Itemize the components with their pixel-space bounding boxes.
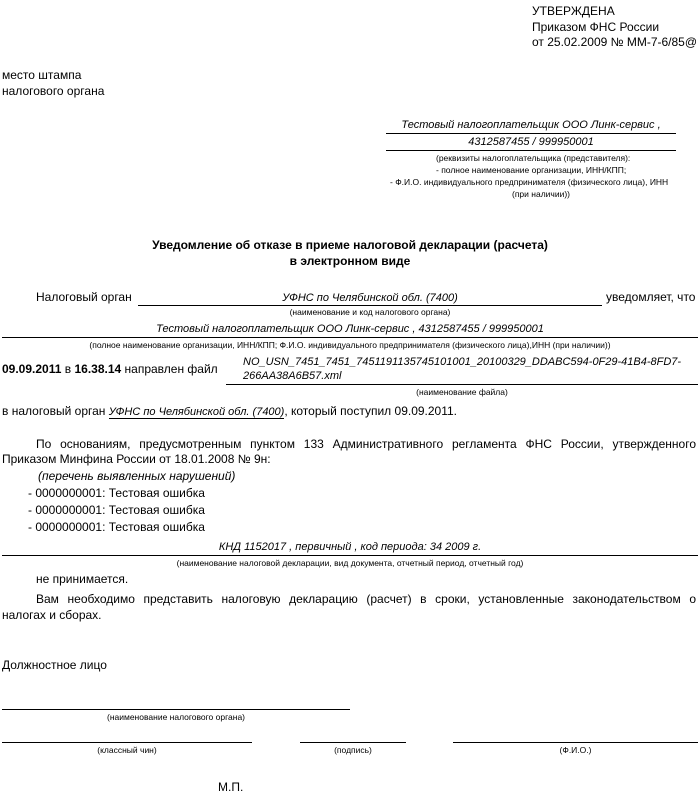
official-authority-hint: (наименование налогового органа) bbox=[106, 712, 245, 722]
authority-suffix: уведомляет, что bbox=[606, 290, 696, 304]
sent-text: направлен файл bbox=[124, 362, 218, 376]
organization-value: Тестовый налогоплательщик ООО Линк-сервис , 4312587455 / 999950001 bbox=[156, 323, 544, 335]
approval-line-3: от 25.02.2009 № ММ-7-6/85@ bbox=[532, 35, 698, 49]
document-title-line-2: в электронном виде bbox=[289, 254, 411, 268]
authority-value: УФНС по Челябинской обл. (7400) bbox=[282, 292, 458, 304]
organization-underline bbox=[2, 337, 698, 338]
file-name-line-2: 266AA38A6B57.xml bbox=[243, 370, 342, 382]
file-name-line-1: NO_USN_7451_7451_745119113574510100​1_20100329_DDABC594-0F29-41B4-8FD7- bbox=[243, 356, 682, 368]
not-accepted-text: не принимается. bbox=[36, 572, 129, 586]
taxpayer-name: Тестовый налогоплательщик ООО Линк-сервис , bbox=[401, 119, 661, 131]
received-suffix: , который поступил 09.09.2011. bbox=[284, 404, 458, 418]
official-authority-underline bbox=[2, 709, 350, 710]
instruction-line-1: Вам необходимо представить налоговую декларацию (расчет) в сроки, установленные законодательством о bbox=[36, 592, 696, 606]
authority-label: Налоговый орган bbox=[36, 290, 132, 304]
full-name-underline bbox=[453, 742, 698, 743]
stamp-line-2: налогового органа bbox=[2, 84, 105, 98]
file-name-hint: (наименование файла) bbox=[416, 387, 508, 397]
violation-item: - 0000000001: Тестовая ошибка bbox=[28, 520, 205, 534]
instruction-line-2: налогах и сборах. bbox=[2, 608, 102, 622]
signature-hint: (подпись) bbox=[334, 745, 372, 755]
taxpayer-hint-2: - полное наименование организации, ИНН/КПП; bbox=[436, 165, 627, 175]
file-name-underline bbox=[226, 384, 698, 385]
violation-item: - 0000000001: Тестовая ошибка bbox=[28, 503, 205, 517]
received-line bbox=[2, 404, 457, 418]
taxpayer-name-underline bbox=[386, 133, 676, 134]
authority-hint: (наименование и код налогового органа) bbox=[289, 307, 451, 317]
declaration-underline bbox=[2, 555, 698, 556]
basis-line-1: По основаниям, предусмотренным пунктом 133 Административного регламента ФНС России, утвержденного bbox=[36, 437, 696, 451]
sent-in: в bbox=[64, 362, 72, 376]
stamp-line-1: место штампа bbox=[2, 68, 82, 82]
basis-line-2: Приказом Минфина России от 18.01.2008 № 9н: bbox=[2, 452, 271, 466]
violation-item: - 0000000001: Тестовая ошибка bbox=[28, 486, 205, 500]
document-title-line-1: Уведомление об отказе в приеме налоговой декларации (расчета) bbox=[152, 238, 548, 252]
rank-underline bbox=[2, 742, 252, 743]
sent-line bbox=[2, 362, 218, 376]
organization-hint: (полное наименование организации, ИНН/КПП; Ф.И.О. индивидуального предпринимателя (физического лица),ИНН (при наличии)) bbox=[89, 340, 611, 350]
violations-header: (перечень выявленных нарушений) bbox=[38, 469, 236, 483]
received-prefix: в налоговый орган bbox=[2, 404, 106, 418]
taxpayer-codes-underline bbox=[386, 150, 676, 151]
rank-hint: (классный чин) bbox=[97, 745, 157, 755]
approval-line-2: Приказом ФНС России bbox=[532, 20, 660, 34]
taxpayer-hint-3: - Ф.И.О. индивидуального предпринимателя (физического лица), ИНН bbox=[390, 177, 669, 187]
sent-date: 09.09.2011 bbox=[2, 362, 62, 376]
declaration-value: КНД 1152017 , первичный , код периода: 34 2009 г. bbox=[218, 541, 482, 553]
taxpayer-hint-1: (реквизиты налогоплательщика (представителя): bbox=[436, 153, 631, 163]
taxpayer-codes: 4312587455 / 999950001 bbox=[468, 136, 594, 148]
received-authority: УФНС по Челябинской обл. (7400) bbox=[108, 406, 285, 418]
declaration-hint: (наименование налоговой декларации, вид документа, отчетный период, отчетный год) bbox=[176, 558, 524, 568]
signature-underline bbox=[300, 742, 406, 743]
authority-underline bbox=[138, 305, 602, 306]
sent-time: 16.38.14 bbox=[74, 362, 122, 376]
taxpayer-hint-4: (при наличии)) bbox=[512, 189, 570, 199]
full-name-hint: (Ф.И.О.) bbox=[559, 745, 592, 755]
approval-line-1: УТВЕРЖДЕНА bbox=[532, 4, 615, 18]
official-label: Должностное лицо bbox=[2, 658, 107, 672]
seal-label: М.П. bbox=[218, 780, 244, 794]
